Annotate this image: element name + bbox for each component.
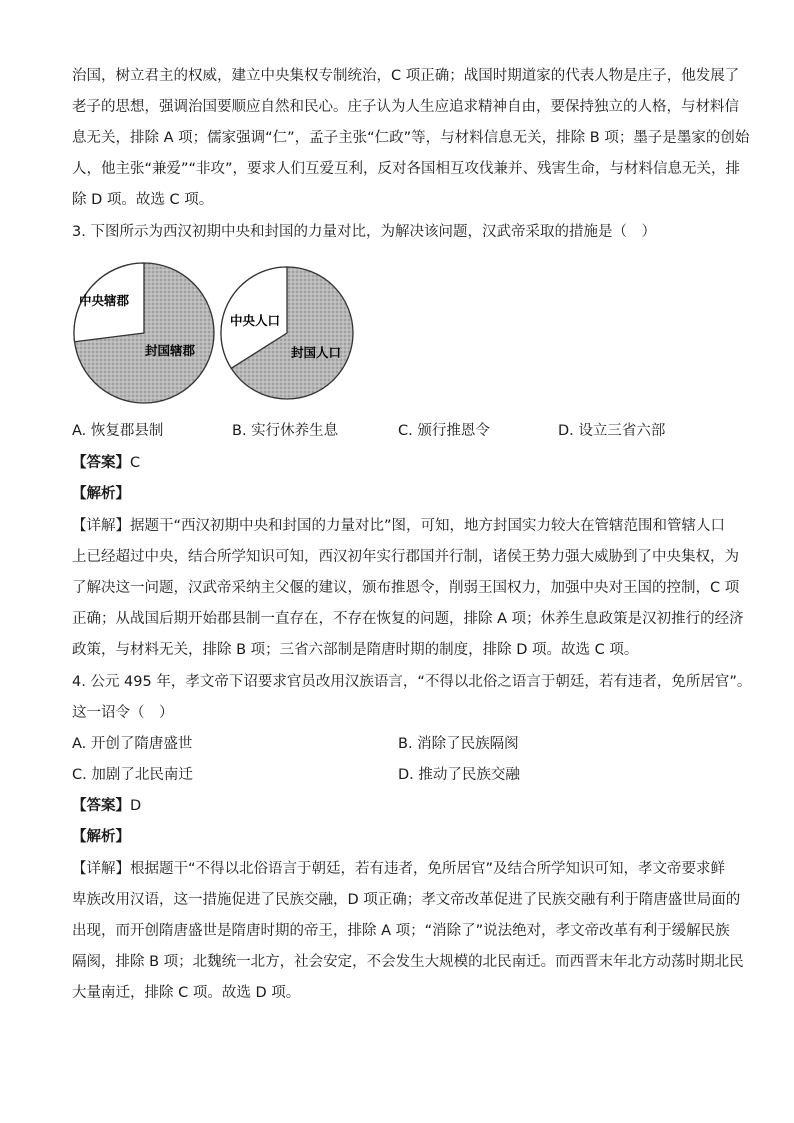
text-line: 政策，与材料无关，排除 B 项；三省六部制是隋唐时期的制度，排除 D 项。故选 C 项。 (72, 642, 639, 658)
q3-analysis-label: 【解析】 (72, 486, 130, 502)
answer-label: 【答案】 (72, 798, 130, 814)
text-line: 人，他主张“兼爱”“非攻”，要求人们互爱互利，反对各国相互攻伐兼并、残害生命，与材料信息无关，排 (72, 161, 741, 177)
text-line: 老子的思想，强调治国要顺应自然和民心。庄子认为人生应追求精神自由，要保持独立的人格，与材料信 (72, 99, 739, 115)
text-line: 上已经超过中央，结合所学知识可知，西汉初年实行郡国并行制，诸侯王势力强大威胁到了中央集权，为 (72, 549, 739, 565)
pie-chart-figure (72, 255, 372, 413)
q4-option-d: D. 推动了民族交融 (398, 767, 520, 783)
pie-population (221, 267, 353, 399)
q4-option-b: B. 消除了民族隔阂 (398, 736, 519, 752)
text-line: 治国，树立君主的权威，建立中央集权专制统治，C 项正确；战国时期道家的代表人物是庄子，他发展了 (72, 68, 740, 84)
answer-label: 【答案】 (72, 455, 130, 471)
q3-option-a: A. 恢复郡县制 (72, 423, 164, 439)
q4-option-a: A. 开创了隋唐盛世 (72, 736, 193, 752)
question-4-stem: 这一诏令（ ） (72, 705, 174, 721)
text-line: 出现，而开创隋唐盛世是隋唐时期的帝王，排除 A 项；“消除了”说法绝对，孝文帝改革有利于缓解民族 (72, 923, 730, 939)
pie1-fief-label: 封国辖郡 (144, 343, 196, 358)
pie1-central-label: 中央辖郡 (78, 293, 130, 308)
question-3-stem: 3. 下图所示为西汉初期中央和封国的力量对比，为解决该问题，汉武帝采取的措施是（ ） (72, 224, 656, 240)
text-line: 大量南迁，排除 C 项。故选 D 项。 (72, 985, 301, 1001)
text-line: 卑族改用汉语，这一措施促进了民族交融，D 项正确；孝文帝改革促进了民族交融有利于隋唐盛世局面的 (72, 892, 741, 908)
text-line: 除 D 项。故选 C 项。 (72, 192, 214, 208)
pie-central-territory (74, 263, 214, 403)
text-line: 隔阂，排除 B 项；北魏统一北方，社会安定，不会发生大规模的北民南迁。而西晋末年北方动荡时期北民 (72, 954, 744, 970)
text-line: 【详解】根据题干“不得以北俗语言于朝廷，若有违者，免所居官”及结合所学知识可知，孝文帝要求鲜 (72, 861, 726, 877)
q4-analysis-label: 【解析】 (72, 829, 130, 845)
text-line: 【详解】据题干“西汉初期中央和封国的力量对比”图，可知，地方封国实力较大在管辖范围和管辖人口 (72, 518, 726, 534)
answer-value: D (130, 798, 142, 814)
question-4-stem: 4. 公元 495 年，孝文帝下诏要求官员改用汉族语言，“不得以北俗之语言于朝廷，若有违者，免所居官”。 (72, 674, 752, 690)
q3-answer (72, 453, 140, 473)
pie2-fief-label: 封国人口 (290, 345, 342, 360)
q4-option-c: C. 加剧了北民南迁 (72, 767, 193, 783)
q3-option-b: B. 实行休养生息 (232, 423, 339, 439)
text-line: 息无关，排除 A 项；儒家强调“仁”，孟子主张“仁政”等，与材料信息无关，排除 B 项；墨子是墨家的创始 (72, 130, 750, 146)
q4-answer (72, 796, 141, 816)
q3-option-c: C. 颁行推恩令 (398, 423, 490, 439)
pie2-central-label: 中央人口 (229, 313, 281, 328)
answer-value: C (130, 455, 141, 471)
text-line: 了解决这一问题，汉武帝采纳主父偃的建议，颁布推恩令，削弱王国权力，加强中央对王国的控制，C 项 (72, 580, 740, 596)
q3-option-d: D. 设立三省六部 (558, 423, 666, 439)
text-line: 正确；从战国后期开始郡县制一直存在，不存在恢复的问题，排除 A 项；休养生息政策是汉初推行的经济 (72, 611, 744, 627)
